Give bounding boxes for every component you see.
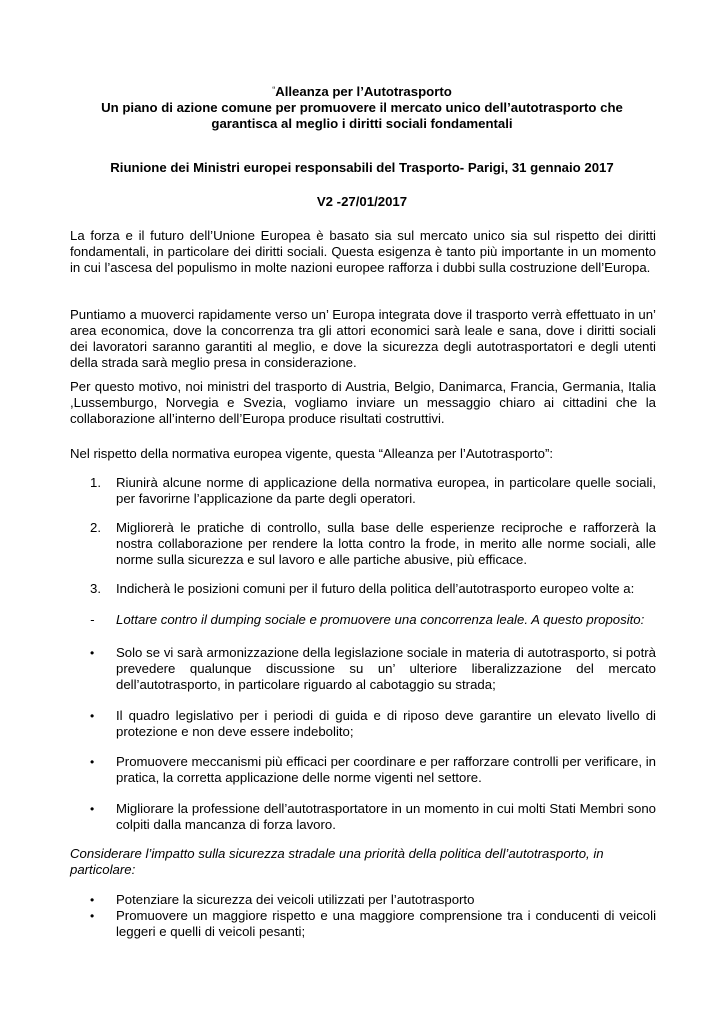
item-text: Indicherà le posizioni comuni per il futuro della politica dell’autotrasporto europeo volte a: [116,581,635,596]
paragraph-ministers: Per questo motivo, noi ministri del trasporto di Austria, Belgio, Danimarca, Francia, Germania, Italia ,Lussemburgo, Norvegia e Svezia, vogliamo inviare un messaggio chiaro ai cittadini che la collaborazione all’interno dell’Europa produce risultati costruttivi. [70,379,656,427]
paragraph-road-safety: Considerare l’impatto sulla sicurezza stradale una priorità della politica dell’autotrasporto, in particolare: [70,846,604,878]
document-title [70,82,654,133]
dash-marker: - [90,612,95,627]
bullet-text: Promuovere meccanismi più efficaci per coordinare e per rafforzare controlli per verificare, in pratica, la corretta applicazione delle norme vigenti nel settore. [116,754,656,786]
dash-item-text: Lottare contro il dumping sociale e promuovere una concorrenza leale. A questo proposito: [116,612,645,627]
item-text: Migliorerà le pratiche di controllo, sulla base delle esperienze reciproche e rafforzerà la nostra collaborazione per rendere la lotta contro la frode, in merito alle norme sociali, alle norme sulla sicurezza e sul lavoro e alle partiche abusive, più efficace. [116,520,656,568]
item-number: 2. [90,520,101,535]
version-label: V2 -27/01/2017 [316,194,408,209]
bullet-icon: • [90,909,95,923]
bullet-icon: • [90,646,95,660]
title-line-3: garantisca al meglio i diritti sociali fondamentali [211,116,513,132]
title-line-1 [70,82,654,100]
bullet-text: Migliorare la professione dell’autotrasportatore in un momento in cui molti Stati Membri sono colpiti dalla mancanza di forza lavoro. [116,801,656,833]
bullet-text: Potenziare la sicurezza dei veicoli utilizzati per l’autotrasporto [116,892,475,907]
title-line-1-text: Alleanza per l’Autotrasporto [275,84,452,99]
meeting-heading: Riunione dei Ministri europei responsabili del Trasporto- Parigi, 31 gennaio 2017 [110,160,614,175]
item-number: 1. [90,475,101,490]
bullet-icon: • [90,802,95,816]
item-number: 3. [90,581,101,596]
bullet-text: Promuovere un maggiore rispetto e una maggiore comprensione tra i conducenti di veicoli leggeri e quelli di veicoli pesanti; [116,908,656,940]
title-quote-mark: “ [272,85,276,95]
bullet-icon: • [90,893,95,907]
title-line-2: Un piano di azione comune per promuovere il mercato unico dell’autotrasporto che [101,100,623,116]
paragraph-alliance-intro: Nel rispetto della normativa europea vigente, questa “Alleanza per l’Autotrasporto”: [70,446,554,461]
paragraph-integrated-europe: Puntiamo a muoverci rapidamente verso un’ Europa integrata dove il trasporto verrà effettuato in un’ area economica, dove la concorrenza tra gli attori economici sarà leale e sana, dove i diritti sociali dei lavoratori saranno garantiti al meglio, e dove la sicurezza degli autotrasportatori e degli utenti della strada sarà meglio presa in considerazione. [70,307,656,371]
bullet-text: Il quadro legislativo per i periodi di guida e di riposo deve garantire un elevato livello di protezione e non deve essere indebolito; [116,708,656,740]
bullet-text: Solo se vi sarà armonizzazione della legislazione sociale in materia di autotrasporto, si potrà prevedere qualunque discussione su un’ ulteriore liberalizzazione del mercato dell’autotrasporto, in particolare riguardo al cabotaggio su strada; [116,645,656,693]
paragraph-intro: La forza e il futuro dell’Unione Europea è basato sia sul mercato unico sia sul rispetto dei diritti fondamentali, in particolare dei diritti sociali. Questa esigenza è tanto più importante in un momento in cui l’ascesa del populismo in molte nazioni europee rafforza i dubbi sulla costruzione dell’Europa. [70,228,656,276]
bullet-icon: • [90,709,95,723]
bullet-icon: • [90,755,95,769]
item-text: Riunirà alcune norme di applicazione della normativa europea, in particolare quelle sociali, per favorirne l’applicazione da parte degli operatori. [116,475,656,507]
